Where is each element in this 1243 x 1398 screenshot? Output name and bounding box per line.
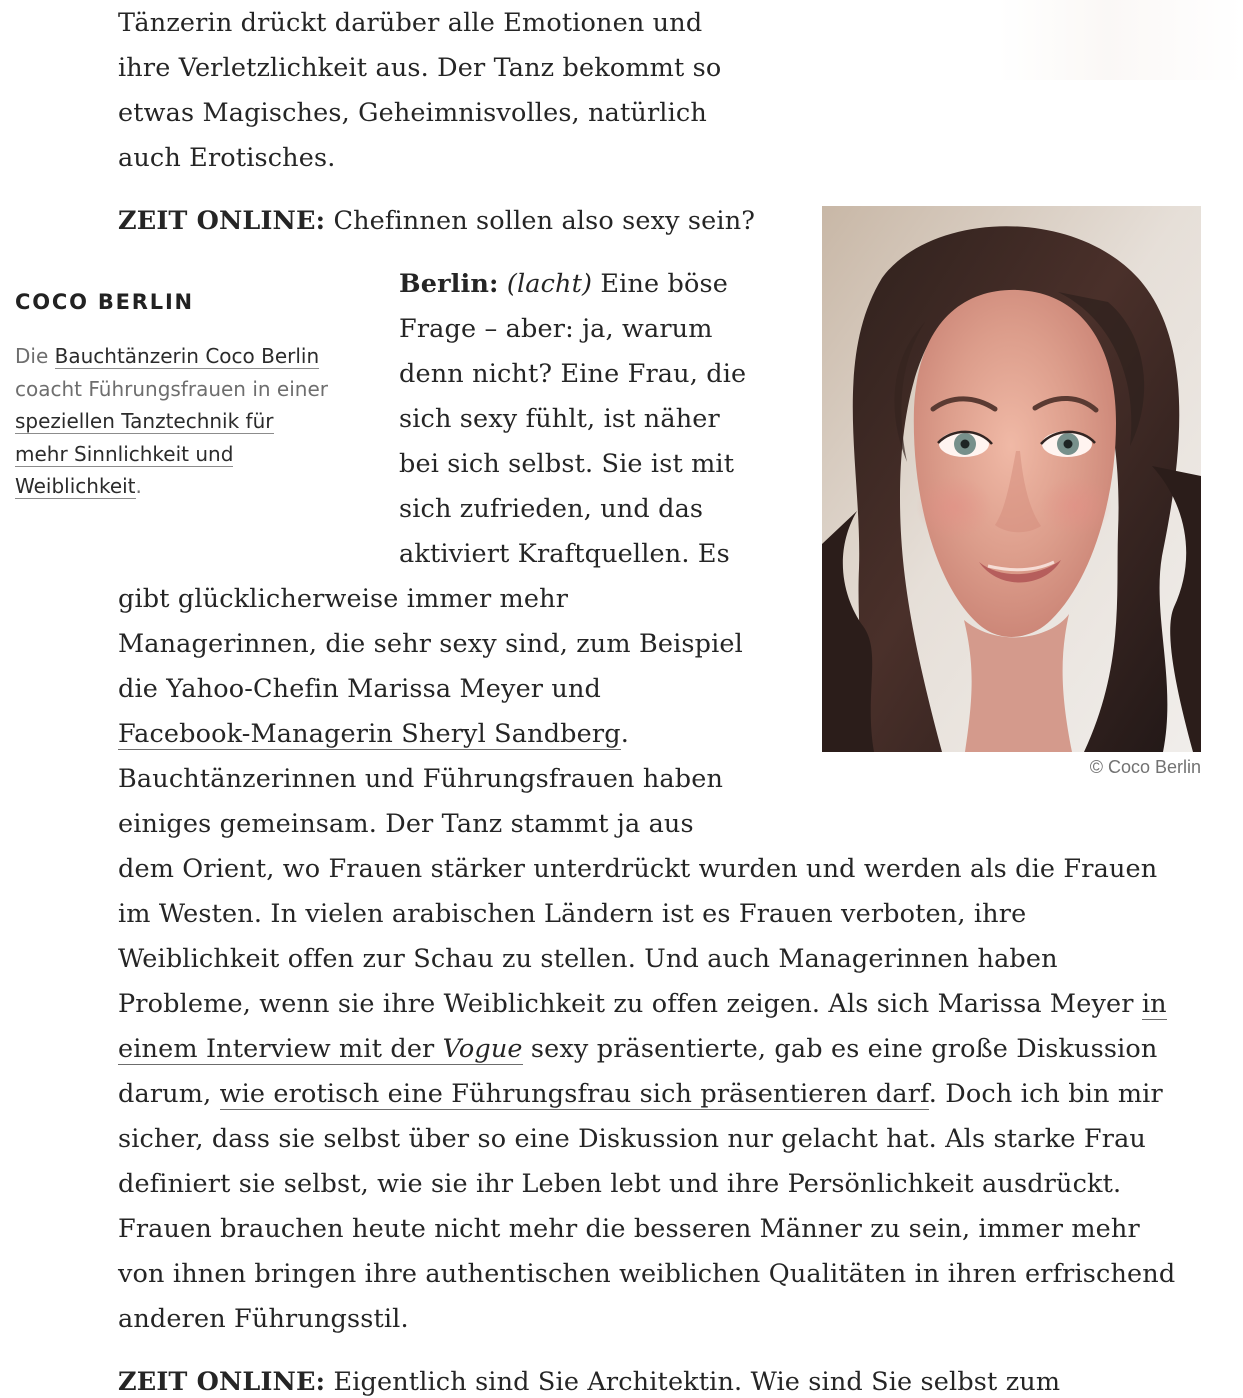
answer-line: Bauchtänzerinnen und Führungsfrauen haben [118, 764, 724, 794]
belly-dancer-link[interactable]: Bauchtänzerin Coco Berlin [54, 344, 320, 368]
article-line: auch Erotisches. [118, 143, 336, 173]
article-line: Tänzerin drückt darüber alle Emotionen und [118, 8, 703, 38]
answer-line: im Westen. In vielen arabischen Ländern ist es Frauen verboten, ihre [118, 899, 1027, 929]
dance-technique-link-line-1[interactable]: speziellen Tanztechnik für [15, 409, 274, 434]
article-line: etwas Magisches, Geheimnisvolles, natürlich [118, 98, 707, 128]
answer-line: definiert sie selbst, wie sie ihr Leben lebt und ihre Persönlichkeit ausdrückt. [118, 1169, 1122, 1199]
interview-question-2 [118, 1360, 1218, 1398]
infobox-title: COCO BERLIN [15, 290, 194, 314]
coco-berlin-portrait-figure [822, 206, 1201, 779]
answer-line: Frauen brauchen heute nicht mehr die besseren Männer zu sein, immer mehr [118, 1214, 1140, 1244]
answer-line: einiges gemeinsam. Der Tanz stammt ja aus [118, 809, 694, 839]
answer-text: darum, [118, 1079, 220, 1109]
coco-berlin-portrait-image [822, 206, 1201, 752]
answer-line: dem Orient, wo Frauen stärker unterdrückt wurden und werden als die Frauen [118, 854, 1158, 884]
infobox-text: . [135, 474, 142, 499]
coco-berlin-infobox [15, 286, 365, 503]
answer-line: anderen Führungsstil. [118, 1304, 409, 1334]
answer-line: sich sexy fühlt, ist näher [399, 404, 720, 434]
answer-line: aktiviert Kraftquellen. Es [399, 539, 730, 569]
vogue-interview-link[interactable] [118, 1034, 523, 1065]
dance-technique-link-line-2[interactable]: mehr Sinnlichkeit und [15, 441, 234, 466]
article-intro-paragraph [118, 1, 758, 181]
answer-text: sexy präsentierte, gab es eine große Diskussion [522, 1034, 1158, 1064]
answer-line: bei sich selbst. Sie ist mit [399, 449, 735, 479]
answer-text: Eine böse [600, 269, 728, 299]
sheryl-sandberg-link[interactable]: Facebook-Managerin Sheryl Sandberg [118, 719, 621, 749]
answer-line: sich zufrieden, und das [399, 494, 704, 524]
infobox-text: Die [15, 344, 55, 368]
answer-line [118, 1027, 1218, 1072]
dance-technique-link-line-3[interactable]: Weiblichkeit [15, 474, 136, 499]
answer-line [118, 1072, 1218, 1117]
answer-line: gibt glücklicherweise immer mehr [118, 584, 569, 614]
answer-text: Probleme, wenn sie ihre Weiblichkeit zu offen zeigen. Als sich Marissa Meyer [118, 989, 1142, 1019]
question-text: Chefinnen sollen also sexy sein? [333, 206, 756, 236]
infobox-text: coacht Führungsfrauen in einer [15, 376, 328, 401]
article-line: ihre Verletzlichkeit aus. Der Tanz bekommt so [118, 53, 722, 83]
answer-line: Managerinnen, die sehr sexy sind, zum Beispiel [118, 629, 743, 659]
answer-line: sicher, dass sie selbst über so eine Diskussion nur gelacht hat. Als starke Frau [118, 1124, 1146, 1154]
answer-text: . Doch ich bin mir [928, 1079, 1163, 1109]
faint-top-right-image-fragment [998, 0, 1243, 80]
vogue-interview-link-start[interactable]: in [1141, 989, 1167, 1019]
question-speaker: ZEIT ONLINE: [118, 1367, 326, 1397]
answer-line: Frage – aber: ja, warum [399, 314, 713, 344]
answer-line: denn nicht? Eine Frau, die [399, 359, 747, 389]
answer-text: . [620, 719, 629, 749]
vogue-interview-link-text: einem Interview mit der [118, 1034, 443, 1064]
answer-speaker: Berlin: [399, 269, 499, 299]
answer-line: Weiblichkeit offen zur Schau zu stellen. Und auch Managerinnen haben [118, 944, 1058, 974]
answer-line: von ihnen bringen ihre authentischen weiblichen Qualitäten in ihren erfrischend [118, 1259, 1176, 1289]
image-credit: © Coco Berlin [1089, 757, 1201, 777]
answer-aside: (lacht) [506, 269, 593, 299]
question-text: Eigentlich sind Sie Architektin. Wie sind Sie selbst zum [333, 1367, 1061, 1397]
infobox-description [15, 340, 365, 503]
question-speaker: ZEIT ONLINE: [118, 206, 326, 236]
answer-line [118, 982, 1218, 1027]
interview-question-1 [118, 199, 818, 244]
answer-line: die Yahoo-Chefin Marissa Meyer und [118, 674, 602, 704]
erotic-leader-discussion-link[interactable]: wie erotisch eine Führungsfrau sich präsentieren darf [219, 1079, 929, 1109]
vogue-title: Vogue [442, 1034, 523, 1064]
